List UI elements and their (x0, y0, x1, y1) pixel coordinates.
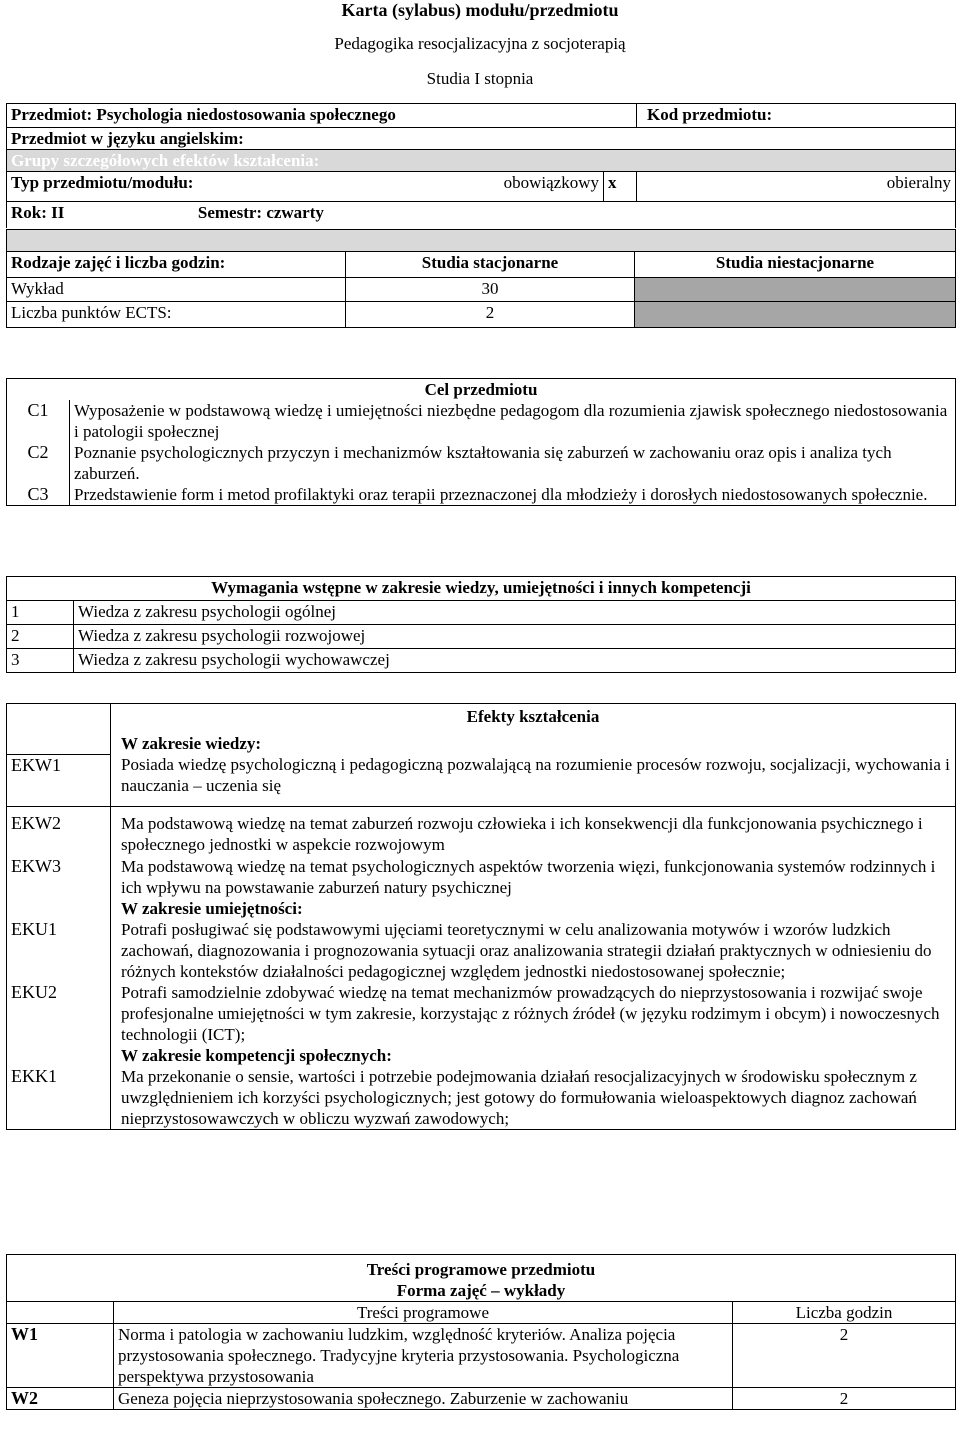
ects-part-time (635, 302, 956, 328)
social-heading: W zakresie kompetencji społecznych: (111, 1045, 956, 1066)
page-title: Karta (sylabus) modułu/przedmiotu (341, 0, 619, 20)
program-content-table (6, 1254, 956, 1410)
subject-code-label: Kod przedmiotu: (637, 104, 956, 128)
outcome-text: Posiada wiedzę psychologiczną i pedagogiczną pozwalającą na rozumienie procesów rozwoju, socjalizacji, wychowania i nauczania – uczenia się (111, 754, 956, 806)
content-text: Norma i patologia w zachowaniu ludzkim, względność kryteriów. Analiza pojęcia przystosowania społecznego. Tradycyjne kryteria przystosowania. Psychologiczna perspektywa przystosowania (114, 1324, 733, 1388)
outcome-code: EKU1 (7, 919, 111, 982)
year-label: Rok: II (11, 203, 65, 222)
lecture-part-time (635, 278, 956, 302)
module-type-label: Typ przedmiotu/modułu: (7, 172, 446, 202)
goal-text: Przedstawienie form i metod profilaktyki oraz terapii przeznaczonej dla młodzieży i dorosłych niedostosowanych społecznie. (70, 484, 956, 506)
outcome-text: Ma podstawową wiedzę na temat psychologicznych aspektów tworzenia więzi, funkcjonowania systemów rodzinnych i ich wpływu na powstawanie zaburzeń natury psychicznej (111, 856, 956, 898)
program-name: Pedagogika resocjalizacyjna z socjoterapią (334, 34, 626, 53)
outcome-code: EKW2 (7, 806, 111, 856)
mandatory-mark: x (604, 172, 637, 202)
goal-text: Poznanie psychologicznych przyczyn i mechanizmów kształtowania się zaburzeń w zachowaniu oraz opis i analiza tych zaburzeń. (70, 442, 956, 484)
outcome-code: EKK1 (7, 1066, 111, 1130)
mandatory-label: obowiązkowy (445, 172, 604, 202)
knowledge-heading: W zakresie wiedzy: (111, 727, 956, 754)
goals-title: Cel przedmiotu (7, 379, 956, 401)
effect-groups: Grupy szczegółowych efektów kształcenia: (7, 150, 956, 172)
content-code: W2 (7, 1388, 114, 1410)
skills-heading: W zakresie umiejętności: (111, 898, 956, 919)
goals-table (6, 378, 956, 506)
prereq-text: Wiedza z zakresu psychologii ogólnej (74, 601, 956, 625)
lecture-hours: 30 (346, 278, 635, 302)
outcome-code: EKW1 (7, 754, 111, 806)
content-hours: 2 (733, 1388, 956, 1410)
content-text: Geneza pojęcia nieprzystosowania społecznego. Zaburzenie w zachowaniu (114, 1388, 733, 1410)
content-title: Treści programowe przedmiotu (7, 1255, 956, 1281)
content-col-header: Treści programowe (114, 1302, 733, 1324)
semester-label: Semestr: czwarty (197, 203, 324, 222)
outcome-text: Potrafi samodzielnie zdobywać wiedzę na temat mechanizmów prowadzących do nieprzystosowania i rozwijać swoje profesjonalne umiejętności w tym zakresie, korzystając z różnych źródeł (w języku rodzimym i obcym) i nowoczesnych technologii (ICT); (111, 982, 956, 1045)
prerequisites-table (6, 576, 956, 673)
ects-value: 2 (346, 302, 635, 328)
prerequisites-title: Wymagania wstępne w zakresie wiedzy, umiejętności i innych kompetencji (7, 577, 956, 601)
grey-separator (7, 230, 956, 252)
outcome-code-blank (7, 704, 111, 755)
outcome-text: Potrafi posługiwać się podstawowymi ujęciami teoretycznymi w celu analizowania motywów i wzorów ludzkich zachowań, diagnozowania i prognozowania sytuacji oraz analizowania strategii działań praktycznych w odniesieniu do różnych kontekstów działalności pedagogicznej względem jednostki niedostosowanej społecznie; (111, 919, 956, 982)
prereq-text: Wiedza z zakresu psychologii wychowawczej (74, 649, 956, 673)
content-code: W1 (7, 1324, 114, 1388)
hours-col-header: Liczba godzin (733, 1302, 956, 1324)
prereq-num: 3 (7, 649, 74, 673)
outcomes-title: Efekty kształcenia (111, 704, 956, 728)
english-name: Przedmiot w języku angielskim: (7, 128, 956, 150)
goal-text: Wyposażenie w podstawową wiedzę i umiejętności niezbędne pedagogom dla rozumienia zjawisk społecznego niedostosowania i patologii społecznej (70, 400, 956, 442)
outcome-code: EKW3 (7, 856, 111, 898)
part-time-header: Studia niestacjonarne (635, 252, 956, 278)
outcome-code: EKU2 (7, 982, 111, 1045)
subject-name: Przedmiot: Psychologia niedostosowania społecznego (7, 104, 637, 128)
ects-label: Liczba punktów ECTS: (7, 302, 346, 328)
hours-label: Rodzaje zajęć i liczba godzin: (7, 252, 346, 278)
outcome-text: Ma podstawową wiedzę na temat zaburzeń rozwoju człowieka i ich konsekwencji dla funkcjonowania psychicznego i społecznego jednostki w aspekcie rozwojowym (111, 806, 956, 856)
study-level: Studia I stopnia (426, 69, 534, 88)
outcomes-table (6, 703, 956, 1130)
hours-table (6, 229, 956, 328)
prereq-num: 2 (7, 625, 74, 649)
elective-label: obieralny (637, 172, 956, 202)
prereq-num: 1 (7, 601, 74, 625)
prereq-text: Wiedza z zakresu psychologii rozwojowej (74, 625, 956, 649)
goal-code: C2 (7, 442, 70, 484)
content-hours: 2 (733, 1324, 956, 1388)
subject-info-table (6, 103, 956, 228)
full-time-header: Studia stacjonarne (346, 252, 635, 278)
goal-code: C3 (7, 484, 70, 506)
lecture-label: Wykład (7, 278, 346, 302)
content-form: Forma zajęć – wykłady (7, 1280, 956, 1302)
outcome-text: Ma przekonanie o sensie, wartości i potrzebie podejmowania działań resocjalizacyjnych w środowisku społecznym z uwzględnieniem ich korzyści psychologicznych; jest gotowy do formułowania wieloaspektowych diagnoz zachowań nieprzystosowawczych w obliczu wyzwań zawodowych; (111, 1066, 956, 1130)
goal-code: C1 (7, 400, 70, 442)
